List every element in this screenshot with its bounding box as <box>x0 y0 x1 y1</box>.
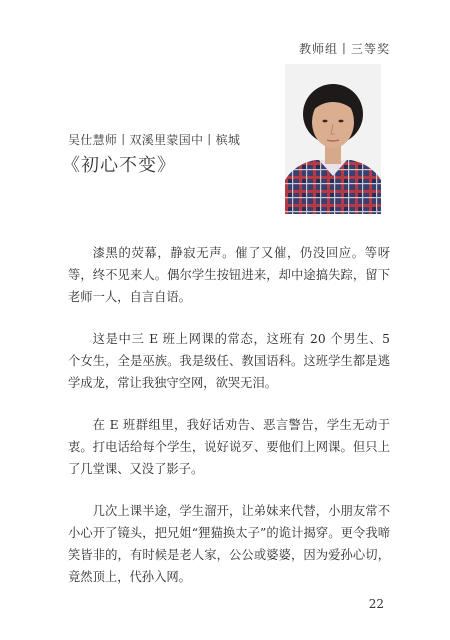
body-paragraph: 漆黑的荧幕，静寂无声。催了又催，仍没回应。等呀等，终不见来人。偶尔学生按钮进来，却中途搞失踪，留下老师一人，自言自语。 <box>68 246 390 304</box>
body-paragraph: 几次上课半途，学生溜开，让弟妹来代替，小朋友常不小心开了镜头，把兄姐“狸猫换太子”的诡计揭穿。更令我啼笑皆非的，有时候是老人家，公公或婆婆，因为爱孙心切，竟然顶上，代孙入网。 <box>68 504 390 584</box>
author-byline: 吴仕慧师丨双溪里蒙国中丨槟城 <box>68 133 241 147</box>
article-body <box>68 242 390 608</box>
award-category: 教师组丨三等奖 <box>298 42 390 56</box>
article-title: 《初心不变》 <box>62 155 176 176</box>
body-paragraph: 这是中三 E 班上网课的常态，这班有 20 个男生、5 个女生，全是巫族。我是级任、教国语科。这班学生都是逃学成龙，常让我独守空网，欲哭无泪。 <box>68 332 390 390</box>
author-portrait-photo <box>285 64 381 214</box>
page-number: 22 <box>368 597 384 611</box>
body-paragraph: 在 E 班群组里，我好话劝告、恶言警告，学生无动于衷。打电话给每个学生，说好说歹、要他们上网课。但只上了几堂课、又没了影子。 <box>68 418 390 476</box>
